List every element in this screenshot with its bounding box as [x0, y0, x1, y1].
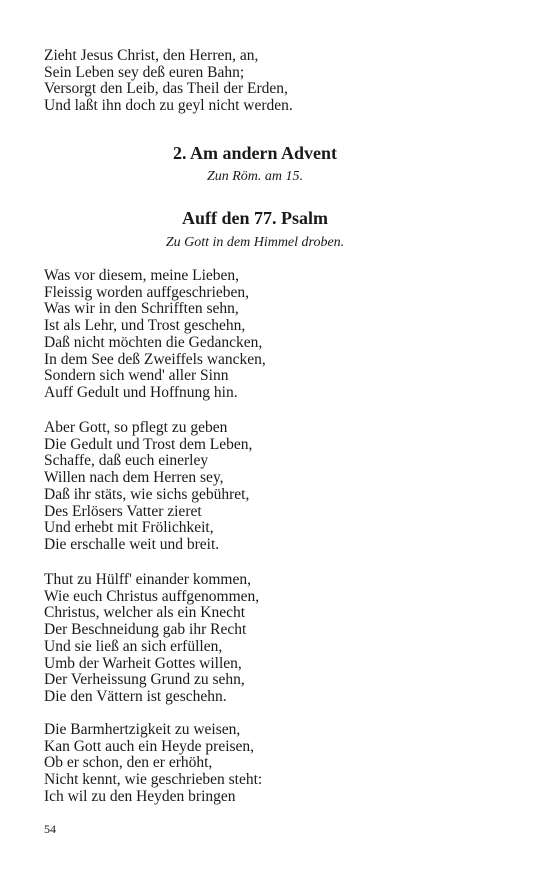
- verse-line: Was vor diesem, meine Lieben,: [44, 267, 240, 284]
- verse-line: Umb der Warheit Gottes willen,: [44, 654, 242, 672]
- verse-line: Ich wil zu den Heyden bringen: [44, 787, 236, 805]
- verse-line: Und laßt ihn doch zu geyl nicht werden.: [44, 97, 293, 115]
- verse-line: Was wir in den Schrifften sehn,: [44, 300, 239, 318]
- verse-line: Die erschalle weit und breit.: [44, 535, 220, 553]
- verse-line: In dem See deß Zweiffels wancken,: [44, 350, 266, 368]
- stanza-2: [44, 420, 514, 554]
- verse-line: Auff Gedult und Hoffnung hin.: [44, 383, 238, 401]
- verse-line: Des Erlösers Vatter zieret: [44, 502, 202, 520]
- verse-line: Und sie ließ an sich erfüllen,: [44, 637, 223, 655]
- verse-line: Thut zu Hülff' einander kommen,: [44, 571, 251, 588]
- psalm-subtitle: Zu Gott in dem Himmel droben.: [165, 235, 345, 250]
- verse-line: Kan Gott auch ein Heyde preisen,: [44, 737, 255, 755]
- verse-line: Wie euch Christus auffgenommen,: [44, 587, 260, 605]
- verse-line: Der Verheissung Grund zu sehn,: [44, 671, 245, 689]
- stanza-1: [44, 268, 514, 402]
- verse-line: Christus, welcher als ein Knecht: [44, 604, 246, 622]
- verse-line: Daß ihr stäts, wie sichs gebühret,: [44, 485, 250, 503]
- verse-line: Und erhebt mit Frölichkeit,: [44, 519, 214, 537]
- verse-line: Der Beschneidung gab ihr Recht: [44, 621, 247, 639]
- page-number: 54: [44, 822, 56, 836]
- verse-line: Versorgt den Leib, das Theil der Erden,: [44, 80, 288, 98]
- verse-line: Zieht Jesus Christ, den Herren, an,: [44, 47, 259, 64]
- verse-line: Schaffe, daß euch einerley: [44, 452, 209, 470]
- verse-line: Sondern sich wend' aller Sinn: [44, 367, 229, 385]
- psalm-title: Auff den 77. Psalm: [181, 208, 328, 228]
- stanza-3: [44, 572, 514, 706]
- stanza-4: [44, 722, 514, 806]
- section-title: 2. Am andern Advent: [172, 143, 338, 163]
- intro-stanza: [44, 48, 514, 115]
- verse-line: Die Barmhertzigkeit zu weisen,: [44, 721, 241, 738]
- verse-line: Die den Vättern ist geschehn.: [44, 687, 227, 705]
- verse-line: Fleissig worden auffgeschrieben,: [44, 283, 250, 301]
- verse-line: Daß nicht möchten die Gedancken,: [44, 333, 263, 351]
- verse-line: Ob er schon, den er erhöht,: [44, 754, 213, 772]
- verse-line: Ist als Lehr, und Trost geschehn,: [44, 317, 246, 335]
- section-subtitle: Zun Röm. am 15.: [206, 169, 304, 184]
- verse-line: Die Gedult und Trost dem Leben,: [44, 435, 253, 453]
- verse-line: Aber Gott, so pflegt zu geben: [44, 419, 228, 436]
- verse-line: Sein Leben sey deß euren Bahn;: [44, 63, 245, 81]
- verse-line: Willen nach dem Herren sey,: [44, 469, 224, 487]
- verse-line: Nicht kennt, wie geschrieben steht:: [44, 771, 263, 789]
